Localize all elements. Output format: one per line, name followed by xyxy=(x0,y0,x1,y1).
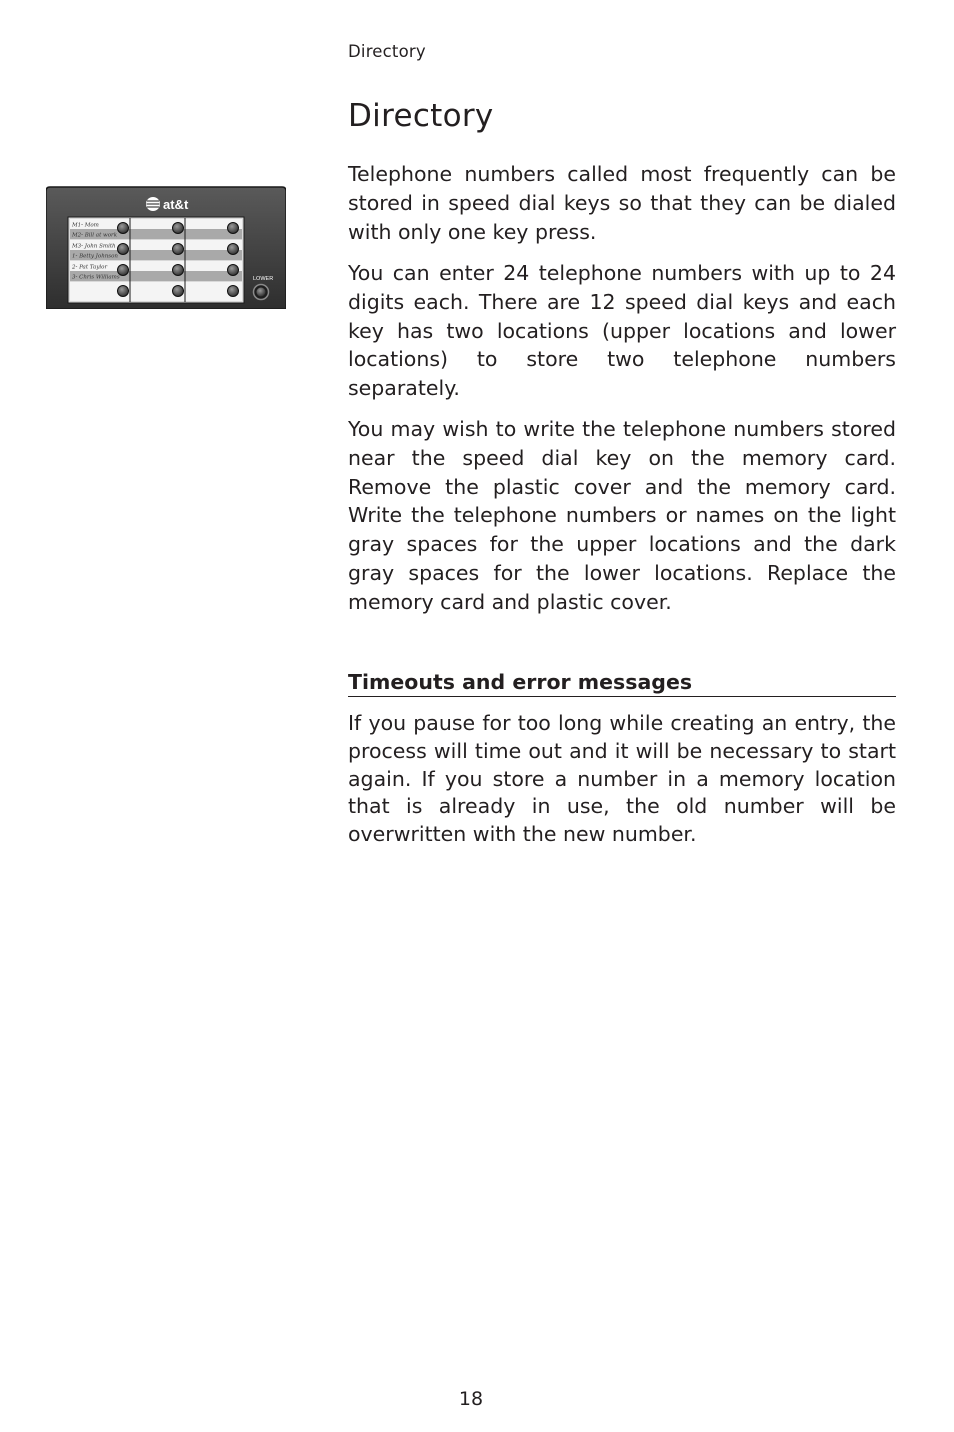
card-entry: 1- Betty Johnson xyxy=(72,253,118,260)
att-logo-icon xyxy=(146,197,160,211)
speed-dial-key xyxy=(118,244,129,255)
card-entry: 2- Pat Taylor xyxy=(72,264,108,271)
page-title: Directory xyxy=(348,98,494,134)
speed-dial-key xyxy=(173,223,184,234)
speed-dial-illustration xyxy=(46,185,286,309)
paragraph-timeouts: If you pause for too long while creating an entry, the process will time out and it will be necessary to start again. If you store a number in a memory location that is already in use, the old number will be overwritten with the new number. xyxy=(348,711,896,847)
paragraph-intro: Telephone numbers called most frequently can be stored in speed dial keys so that they can be dialed with only one key press. xyxy=(348,162,896,244)
paragraph-memory-card: You may wish to write the telephone numbers stored near the speed dial key on the memory card. Remove the plastic cover and the memory card. Write the telephone numbers or names on the light gray spaces for the upper locations and the dark gray spaces for the lower locations. Replace the memory card and plastic cover. xyxy=(348,417,896,614)
lower-key-label: LOWER xyxy=(253,276,274,282)
section-heading: Timeouts and error messages xyxy=(348,670,896,697)
card-entry: M3- John Smith xyxy=(72,243,116,250)
speed-dial-key xyxy=(228,223,239,234)
card-entry: 3- Chris Williams xyxy=(72,274,120,281)
paragraph-capacity: You can enter 24 telephone numbers with up to 24 digits each. There are 12 speed dial keys and each key has two locations (upper locations and lower locations) to store two telephone numbers separately. xyxy=(348,261,896,401)
speed-dial-key xyxy=(118,223,129,234)
speed-dial-key xyxy=(228,265,239,276)
speed-dial-key xyxy=(173,286,184,297)
running-head: Directory xyxy=(348,42,426,61)
card-entry: M2- Bill at work xyxy=(72,232,118,239)
page-number: 18 xyxy=(458,1388,484,1410)
speed-dial-key xyxy=(173,265,184,276)
speed-dial-key xyxy=(118,286,129,297)
speed-dial-key xyxy=(173,244,184,255)
brand-label: at&t xyxy=(163,197,189,212)
card-entry: M1- Mom xyxy=(72,222,99,229)
speed-dial-key xyxy=(118,265,129,276)
speed-dial-key xyxy=(228,286,239,297)
speed-dial-key xyxy=(228,244,239,255)
